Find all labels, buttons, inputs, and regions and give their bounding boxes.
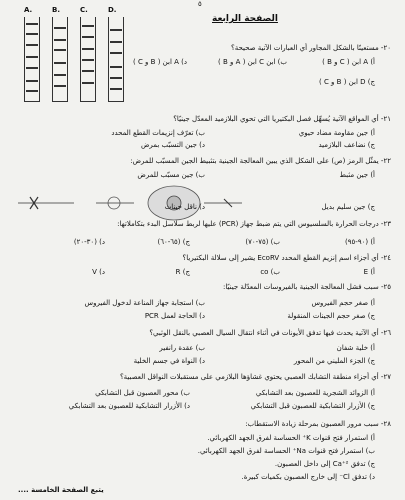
q22-option-a[interactable]: أ) جين مثبط xyxy=(339,171,375,179)
q20-option-d[interactable]: د) A ابن ( B و C ) xyxy=(132,58,187,66)
gel-label-c: C. xyxy=(80,6,88,14)
q24-option-b[interactable]: ب) co xyxy=(260,268,280,276)
q24-option-a[interactable]: أ) E xyxy=(363,268,375,276)
q23-option-c[interactable]: ج) (٦٥-٦٠) xyxy=(157,238,190,246)
q28-option-a[interactable]: أ) استمرار فتح قنوات K⁺ الحساسة لفرق الجهد الكهربائي. xyxy=(207,434,375,442)
gel-band xyxy=(82,48,94,50)
gel-band xyxy=(54,27,66,29)
q27-option-c[interactable]: ج) الأزرار التشابكية للعصبون قبل التشابكي xyxy=(250,402,375,410)
gene-therapy-diagram xyxy=(14,183,246,223)
gel-lane-c xyxy=(80,17,96,102)
gel-lane-d xyxy=(108,17,124,102)
question-28-stem: ٢٨- سبب مرور العصبون بمرحلة زيادة الاستقطاب: xyxy=(245,420,391,428)
gel-band xyxy=(110,52,122,54)
q20-option-c[interactable]: ج) D ابن ( B و C ) xyxy=(318,78,375,86)
q25-option-c[interactable]: ج) صغر حجم الجينات المنقولة xyxy=(287,312,375,320)
gel-band xyxy=(82,36,94,38)
footer-next-page: يتبع الصفحة الخامسة .... xyxy=(18,486,104,494)
gel-band xyxy=(54,74,66,76)
q28-option-d[interactable]: د) تدفق Cl⁻ إلى خارج العصبون بكميات كبيرة. xyxy=(241,473,375,481)
q22-option-d[interactable]: د) ناقل جينات xyxy=(164,203,205,211)
q22-option-b[interactable]: ب) جين مسبّب للمرض xyxy=(137,171,205,179)
q20-option-a[interactable]: أ) A ابن ( C و B ) xyxy=(322,58,375,66)
question-22-stem: ٢٢- يمثّل الرمز (ص) على الشكل الذي يبين المعالجة الجينية بتثبيط الجين المسبّب للمرض: xyxy=(130,157,391,165)
question-25-stem: ٢٥- سبب فشل المعالجة الجينية بالفيروسات المعدّلة جينيًا: xyxy=(222,283,391,291)
q22-option-c[interactable]: ج) جين سليم بديل xyxy=(321,203,375,211)
gel-lane-a xyxy=(24,17,40,102)
gel-label-b: B. xyxy=(52,6,60,14)
gel-band xyxy=(26,80,38,82)
question-21-stem: ٢١- أي المواقع الآتية يُسهِّل فصل البكتيريا التي تحوي البلازميد المعدّل جينيًا؟ xyxy=(173,115,391,123)
gel-label-a: A. xyxy=(24,6,33,14)
q28-option-c[interactable]: ج) تدفق Ca⁺² إلى داخل العصبون. xyxy=(274,460,375,468)
gel-band xyxy=(54,39,66,41)
gel-band xyxy=(82,59,94,61)
gel-band xyxy=(26,33,38,35)
q26-option-a[interactable]: أ) خلية شفان xyxy=(336,344,375,352)
q26-option-b[interactable]: ب) عقدة رانفير xyxy=(159,344,205,352)
gel-band xyxy=(110,77,122,79)
question-27-stem: ٢٧- أي أجزاء منطقة التشابك العصبي يحتوي غشاؤها البلازمي على مستقبلات النواقل العصبية؟ xyxy=(119,373,391,381)
q26-option-d[interactable]: د) النواة في جسم الخلية xyxy=(133,357,205,365)
gel-band xyxy=(54,49,66,51)
gel-band xyxy=(54,62,66,64)
q20-option-b[interactable]: ب) ابن C ابن ( A و B ) xyxy=(218,58,287,66)
q21-option-d[interactable]: د) جين التسبّب بمرض xyxy=(140,141,205,149)
gel-band xyxy=(110,88,122,90)
q23-option-a[interactable]: أ) (٩٠-٩٥) xyxy=(345,238,375,246)
page-mark: ٥ xyxy=(198,0,202,8)
q23-option-b[interactable]: ب) (٧٥-٧٠) xyxy=(245,238,280,246)
gel-band xyxy=(110,66,122,68)
question-20-stem: ٢٠- مستعينًا بالشكل المجاور أي العبارات الآتية صحيحة؟ xyxy=(231,44,391,52)
page-title: الصفحة الرابعة xyxy=(212,14,278,24)
q27-option-d[interactable]: د) الأزرار التشابكية للعصبون بعد التشابكي xyxy=(68,402,190,410)
gel-band xyxy=(26,23,38,25)
q24-option-d[interactable]: د) V xyxy=(92,268,105,276)
gel-label-d: D. xyxy=(108,6,117,14)
q25-option-b[interactable]: ب) استجابة جهاز المناعة لدخول الفيروس xyxy=(84,299,205,307)
question-26-stem: ٢٦- أي الآتية يحدث فيها تدفق الأيونات في أثناء انتقال السيال العصبي بالنقل الوثبي؟ xyxy=(149,329,391,337)
gel-band xyxy=(26,67,38,69)
q27-option-b[interactable]: ب) محور العصبون قبل التشابكي xyxy=(95,389,190,397)
q21-option-b[interactable]: ب) تعرّف إنزيمات القطع المحدد xyxy=(111,129,205,137)
q27-option-a[interactable]: أ) الزوائد الشجرية للعصبون بعد التشابكي xyxy=(255,389,375,397)
gel-lane-b xyxy=(52,17,68,102)
gel-band xyxy=(54,85,66,87)
gel-figure xyxy=(18,6,130,104)
gel-band xyxy=(26,56,38,58)
q21-option-c[interactable]: ج) نضاعف البلازميد xyxy=(318,141,375,149)
question-24-stem: ٢٤- أي أجزاء اسم إنزيم القطع المحدد EcoRV يشير إلى سلالة البكتيريا؟ xyxy=(182,254,391,262)
gel-band xyxy=(82,25,94,27)
gel-band xyxy=(110,29,122,31)
question-23-stem: ٢٣- درجات الحرارة بالسلسيوس التي يتم ضبط جهاز (PCR) عليها لربط سلاسل البدء بتكاملاتها: xyxy=(117,220,391,228)
gel-band xyxy=(26,44,38,46)
q23-option-d[interactable]: د) (٣٠-٢٠) xyxy=(73,238,105,246)
gel-band xyxy=(82,70,94,72)
q26-option-c[interactable]: ج) الجزء المليني من المحور xyxy=(293,357,375,365)
q21-option-a[interactable]: أ) جين مقاومة مضاد حيوي xyxy=(298,129,375,137)
gel-band xyxy=(82,82,94,84)
gel-band xyxy=(26,90,38,92)
q24-option-c[interactable]: ج) R xyxy=(175,268,190,276)
q25-option-a[interactable]: أ) صغر حجم الفيروس xyxy=(311,299,375,307)
q28-option-b[interactable]: ب) استمرار فتح قنوات Na⁺ الحساسة لفرق الجهد الكهربائي. xyxy=(197,447,375,455)
q25-option-d[interactable]: د) الحاجة لعمل PCR xyxy=(144,312,205,320)
gel-band xyxy=(110,41,122,43)
